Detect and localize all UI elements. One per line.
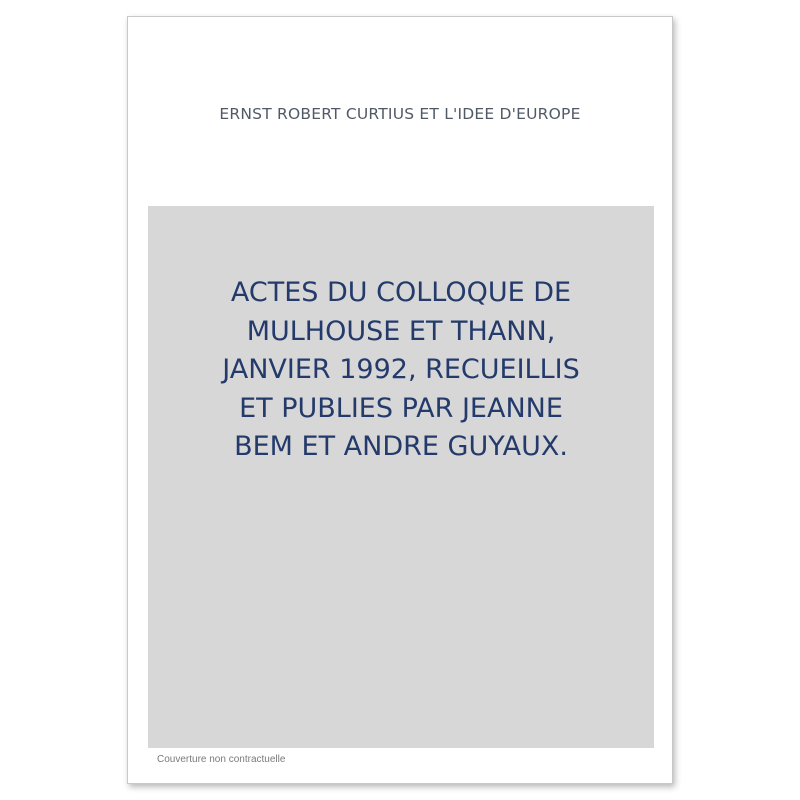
book-cover — [127, 16, 673, 784]
cover-author-line: ERNST ROBERT CURTIUS ET L'IDEE D'EUROPE — [219, 105, 581, 123]
cover-title: ACTES DU COLLOQUE DE MULHOUSE ET THANN, JANVIER 1992, RECUEILLIS ET PUBLIES PAR JEANNE BEM ET ANDRE GUYAUX. — [222, 277, 580, 462]
cover-title-panel — [148, 206, 654, 748]
cover-disclaimer: Couverture non contractuelle — [157, 754, 286, 765]
